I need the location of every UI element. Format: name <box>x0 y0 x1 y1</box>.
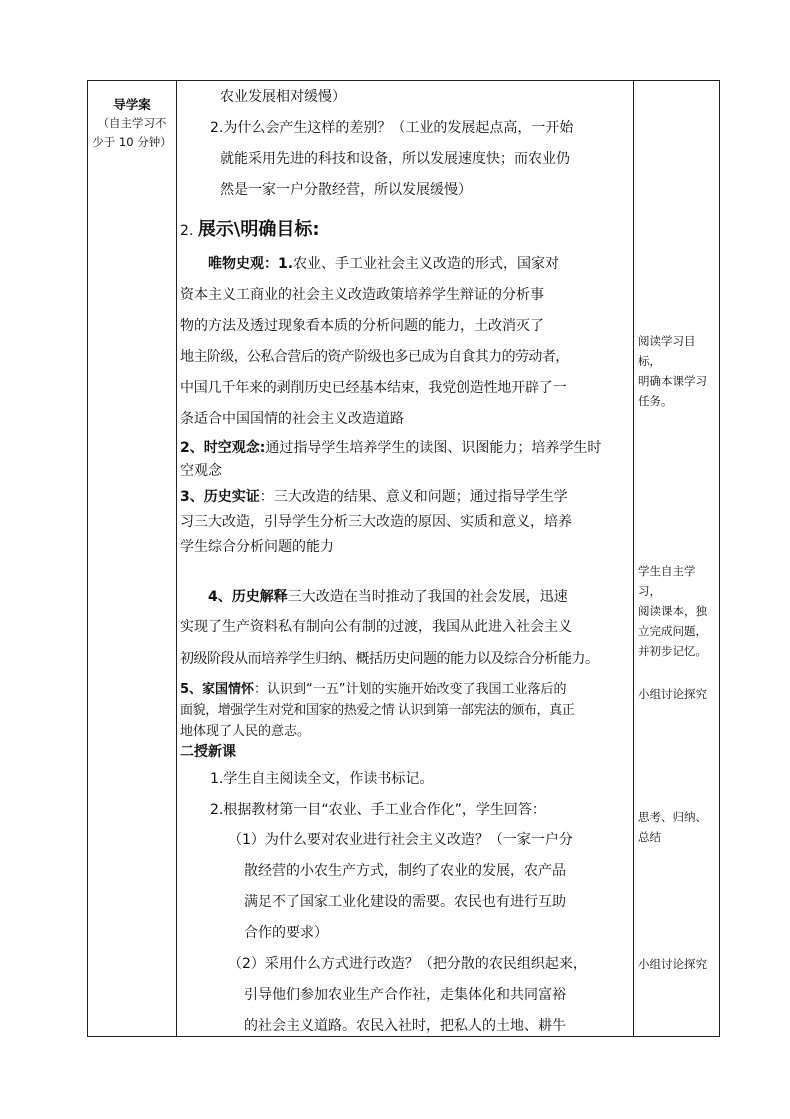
objective-label: 5、家国情怀 <box>180 682 255 697</box>
text-line: 2.为什么会产生这样的差别？（工业的发展起点高，一开始 <box>210 120 574 136</box>
activity-note-discussion-2 <box>638 954 718 974</box>
activity-line: 并初步记忆。 <box>638 644 707 658</box>
text-line: 学生综合分析问题的能力 <box>180 539 334 555</box>
text-line <box>208 253 559 273</box>
activity-note-objectives <box>638 331 718 411</box>
text-line: 条适合中国国情的社会主义改造道路 <box>180 411 404 427</box>
text-line: 的社会主义道路。农民入社时，把私人的土地、耕牛 <box>244 1018 566 1034</box>
text-line: 就能采用先进的科技和设备，所以发展速度快；而农业仍 <box>220 151 570 167</box>
objective-text: 农业、手工业社会主义改造的形式，国家对 <box>293 256 560 272</box>
text-line <box>180 486 568 506</box>
text-line: 资本主义工商业的社会主义改造政策培养学生辩证的分析事 <box>180 287 544 303</box>
objectives-heading <box>180 215 320 241</box>
objective-label: 3、历史实证 <box>180 489 260 505</box>
objective-label: 唯物史观：1. <box>208 256 294 272</box>
heading-title: 展示\明确目标: <box>197 219 320 240</box>
objective-text: 三大改造在当时推动了我国的社会发展，迅速 <box>287 589 568 605</box>
new-lesson-heading: 二授新课 <box>180 744 236 760</box>
objective-text: ：认识到“一五”计划的实施开始改变了我国工业落后的 <box>254 682 567 697</box>
text-line: 农业发展相对缓慢） <box>220 89 346 105</box>
text-line: 1.学生自主阅读全文，作读书标记。 <box>210 771 434 787</box>
objective-text: ：三大改造的结果、意义和问题；通过指导学生学 <box>259 489 568 505</box>
section-note-line-1: （自主学习不 <box>97 116 167 130</box>
text-line: 初级阶段从而培养学生归纳、概括历史问题的能力以及综合分析能力。 <box>180 651 599 667</box>
activity-line: 阅读课本，独 <box>638 604 707 618</box>
heading-number: 2. <box>180 223 194 239</box>
text-line: 合作的要求） <box>244 925 328 941</box>
text-line: 引导他们参加农业生产合作社，走集体化和共同富裕 <box>244 987 566 1003</box>
activity-line: 任务。 <box>638 394 673 408</box>
activity-line: 学生自主学习， <box>638 564 696 598</box>
activity-note-self-study <box>638 561 718 661</box>
objective-label: 2、时空观念: <box>180 440 266 456</box>
objective-label: 4、历史解释 <box>208 589 288 605</box>
text-line: 地体现了人民的意志。 <box>180 724 311 739</box>
objective-text: 通过指导学生培养学生的读图、识图能力；培养学生时 <box>265 440 602 456</box>
text-line: （1）为什么要对农业进行社会主义改造？（一家一户分 <box>228 832 573 848</box>
section-title: 导学案 <box>113 97 151 112</box>
text-line: 然是一家一户分散经营，所以发展缓慢） <box>220 182 472 198</box>
text-line <box>208 586 568 606</box>
activity-note-discussion <box>638 684 718 704</box>
text-line: 中国几千年来的剥削历史已经基本结束，我党创造性地开辟了一 <box>180 380 567 396</box>
text-line <box>180 678 567 697</box>
text-line: 面貌，增强学生对党和国家的热爱之情 认识到第一部宪法的颁布，真正 <box>180 703 575 718</box>
text-line: 物的方法及透过现象看本质的分析问题的能力，土改消灭了 <box>180 318 544 334</box>
text-line: 空观念 <box>180 463 222 479</box>
text-line: 实现了生产资料私有制向公有制的过渡，我国从此进入社会主义 <box>180 619 572 635</box>
activity-line: 明确本课学习 <box>638 374 707 388</box>
column-divider-right <box>633 81 634 1036</box>
text-line: 地主阶级，公私合营后的资产阶级也多已成为自食其力的劳动者， <box>180 349 569 365</box>
text-line: 散经营的小农生产方式，制约了农业的发展，农产品 <box>244 863 566 879</box>
activity-line: 阅读学习目标， <box>638 334 696 368</box>
lesson-table <box>87 80 720 1037</box>
column-divider-left <box>176 81 177 1036</box>
text-line <box>180 437 601 457</box>
activity-line: 立完成问题， <box>638 624 707 638</box>
text-line: 满足不了国家工业化建设的需要。农民也有进行互助 <box>244 894 566 910</box>
activity-line: 小组讨论探究 <box>638 687 707 701</box>
section-label-cell <box>88 95 176 152</box>
text-line: 2.根据教材第一目“农业、手工业合作化”，学生回答： <box>210 802 546 818</box>
activity-line: 思考、归纳、 <box>638 810 707 824</box>
section-note-line-2: 少于 10 分钟） <box>92 135 172 149</box>
activity-line: 总结 <box>638 830 661 844</box>
activity-note-summary <box>638 807 718 847</box>
activity-line: 小组讨论探究 <box>638 957 707 971</box>
text-line: （2）采用什么方式进行改造？（把分散的农民组织起来， <box>228 956 587 972</box>
text-line: 习三大改造，引导学生分析三大改造的原因、实质和意义，培养 <box>180 514 572 530</box>
